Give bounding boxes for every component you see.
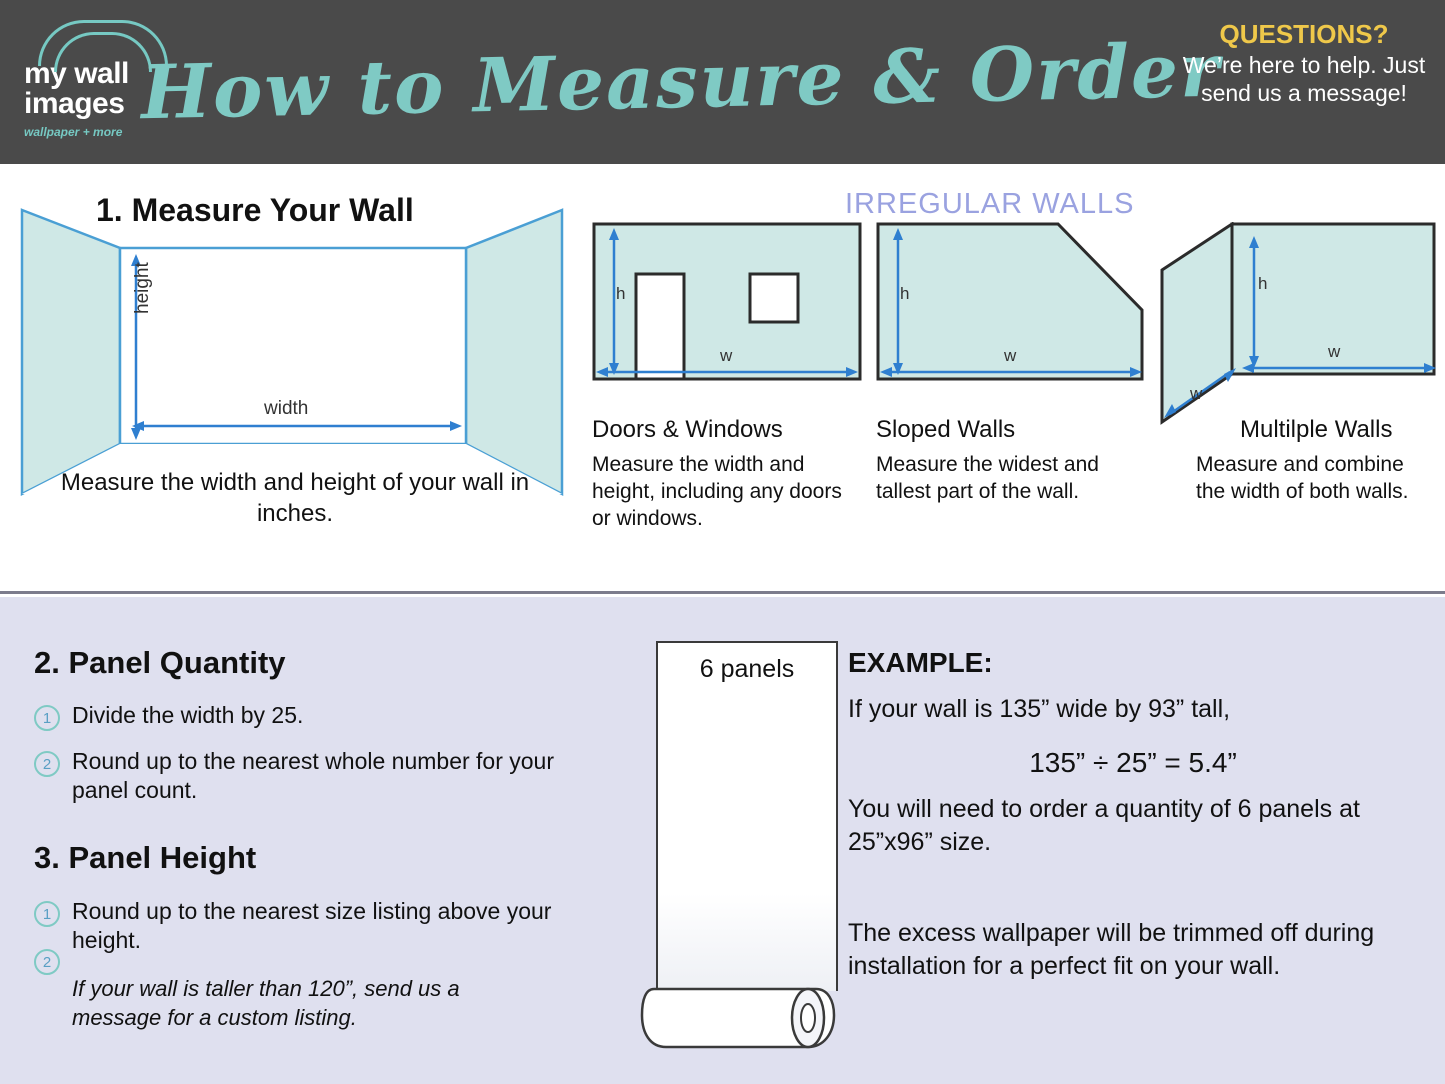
step3-text-1: Round up to the nearest size listing above your height. [72,898,552,954]
wall-width-label: width [264,398,309,419]
questions-body: We’re here to help. Just send us a message! [1182,51,1426,106]
roll-panel-count-label: 6 panels [699,655,795,683]
example-line-1: If your wall is 135” wide by 93” tall, [848,695,1231,723]
example-line-3: The excess wallpaper will be trimmed off during installation for a perfect fit on your wall. [848,919,1375,980]
logo-tagline: wallpaper + more [24,125,123,139]
page-title: How to Measure & Order [140,27,1222,137]
sloped-wall-body: Measure the widest and tallest part of the wall. [876,453,1099,503]
panel-calculation-section [0,597,1445,1084]
doors-windows-w-label: w [720,346,733,365]
irregular-walls-heading: IRREGULAR WALLS [845,188,1135,220]
step2-heading: 2. Panel Quantity [34,645,286,680]
doors-windows-body: Measure the width and height, including any doors or windows. [592,453,842,530]
sloped-wall-diagram [876,222,1146,402]
multiple-walls-w2-label: w [1190,384,1203,403]
step2-text-1: Divide the width by 25. [72,702,304,728]
step1-caption: Measure the width and height of your wall in inches. [60,469,530,528]
multiple-walls-h-label: h [1258,274,1268,293]
example-line-2: You will need to order a quantity of 6 panels at 25”x96” size. [848,795,1360,856]
step3-item-2 [34,945,554,975]
step3-note: If your wall is taller than 120”, send us a message for a custom listing. [72,976,460,1030]
logo-line-1: my wall [24,57,129,90]
multiple-walls-diagram [1158,222,1438,432]
step2-item-2 [34,747,554,806]
step3-bullet-2: 2 [34,949,60,975]
measure-section [0,164,1445,594]
doors-windows-diagram [592,222,862,402]
sloped-wall-w-label: w [1004,346,1017,365]
questions-title: QUESTIONS? [1219,19,1389,49]
doors-windows-label: Doors & Windows [592,416,783,443]
example-heading: EXAMPLE: [848,647,993,678]
sloped-wall-label: Sloped Walls [876,416,1016,443]
sloped-wall-h-label: h [900,284,910,303]
wallpaper-roll-graphic [648,641,848,1051]
header-bar [0,0,1445,164]
wall-perspective-diagram [14,186,570,506]
doors-windows-h-label: h [616,284,626,303]
step1-heading: 1. Measure Your Wall [96,192,414,228]
roll-sheet [656,641,838,991]
multiple-walls-label: Multilple Walls [1240,416,1393,443]
step2-bullet-2: 2 [34,751,60,777]
wall-height-label: height [132,262,153,314]
multiple-walls-body: Measure and combine the width of both walls. [1196,453,1409,503]
questions-block [1179,20,1429,107]
step2-item-1 [34,701,554,731]
example-calculation: 135” ÷ 25” = 5.4” [1029,747,1237,778]
step3-bullet-1: 1 [34,901,60,927]
step2-text-2: Round up to the nearest whole number for your panel count. [72,748,555,804]
roll-tube [640,981,836,1053]
step2-bullet-1: 1 [34,705,60,731]
logo-line-2: images [24,87,125,120]
multiple-walls-w-label: w [1328,342,1341,361]
step3-heading: 3. Panel Height [34,840,257,875]
